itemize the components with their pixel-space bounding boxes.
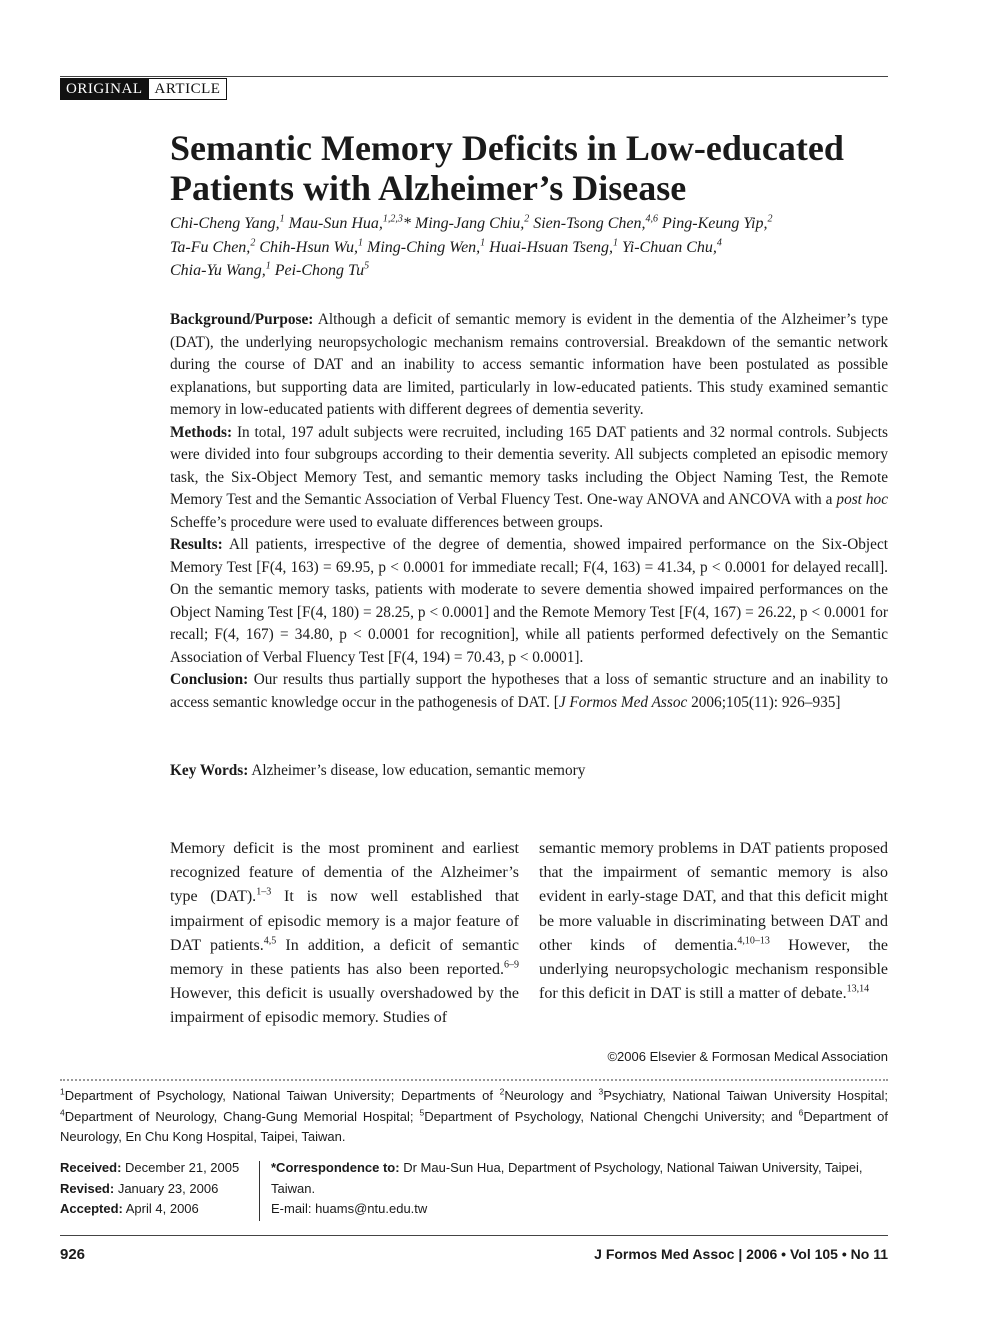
affil-text: Neurology and [504,1088,599,1103]
correspondence [271,1158,888,1220]
copyright: ©2006 Elsevier & Formosan Medical Association [607,1049,888,1064]
title-line-2: Patients with Alzheimer’s Disease [170,168,687,208]
author-name: Chia-Yu Wang, [170,262,266,279]
author-name: Ming-Ching Wen, [366,238,481,256]
author-name: Chi-Cheng Yang, [170,215,280,232]
abstract-methods [170,422,888,535]
revised-date [60,1179,239,1200]
affil-text: Psychiatry, National Taiwan University Hospital; [603,1088,888,1103]
author-affil: 1 [265,260,271,272]
citation-ref: 13,14 [846,983,870,995]
affiliations [60,1086,888,1148]
affil-text: Department of Neurology, En Chu Kong Hospital, Taipei, Taiwan. [60,1108,889,1144]
body-text: semantic memory problems in DAT patients proposed that the impairment of semantic memory is also evident in early-stage DAT, and that this deficit might be more valuable in discriminating between DAT and other kinds of dementia. [539,840,888,954]
correspondence-email [271,1199,888,1220]
affil-num: 4 [60,1107,65,1118]
citation-ref: 4,5 [263,935,277,947]
author-affil: 1,2,3 [382,213,403,225]
author-name: Ming-Jang Chiu, [414,215,525,232]
received-label: Received: [60,1160,122,1175]
citation-rest: 2006;105(11): 926–935] [691,693,841,711]
tag-original: ORIGINAL [60,78,149,100]
methods-text: In total, 197 adult subjects were recruited, including 165 DAT patients and 32 normal controls. Subjects were divided into four subgroups according to their dementia severity. All subjects completed an episodic memory task, the Six-Object Memory Test, and semantic memory tasks including the Object Naming Test, the Remote Memory Test and the Semantic Association of Verbal Fluency Test. One-way ANOVA and ANCOVA with a [170,423,888,508]
affil-num: 1 [60,1086,65,1097]
vertical-divider [259,1161,260,1221]
correspondence-label: *Correspondence to: [271,1160,400,1175]
body-text: However, the underlying neuropsychologic mechanism responsible for this deficit in DAT is still a matter of debate. [539,936,889,1003]
article-title [170,128,890,208]
body-text: However, this deficit is usually overshadowed by the impairment of episodic memory. Studies of [170,985,519,1027]
revised-value: January 23, 2006 [117,1180,219,1196]
revised-label: Revised: [60,1180,115,1196]
received-date [60,1158,239,1179]
affil-text: Department of Psychology, National Taiwan University; Departments of [64,1088,500,1103]
abstract [170,309,888,714]
affil-num: 2 [499,1086,505,1097]
author-name: Pei-Chong Tu [274,262,365,279]
abstract-results [170,534,888,669]
author-name: Ping-Keung Yip, [662,215,768,232]
author-affil: 2 [767,213,773,225]
methods-label: Methods: [170,423,233,441]
author-affil: 1 [480,237,486,249]
citation-ref: 6–9 [504,959,519,971]
keywords-label: Key Words: [170,762,249,779]
author-affil: 2 [250,237,256,249]
accepted-label: Accepted: [60,1201,123,1216]
affil-text: Department of Neurology, Chang-Gung Memorial Hospital; [64,1108,420,1124]
author-name: Sien-Tsong Chen, [533,215,646,232]
author-line-1 [170,212,890,236]
author-affil: 1 [613,237,619,249]
results-text: All patients, irrespective of the degree of dementia, showed impaired performance on the Six-Object Memory Test [F(4, 163) = 69.95, p < 0.0001 for immediate recall; F(4, 163) = 41.34, p < 0.0001 for delayed recall]. On the semantic memory tasks, patients with moderate to severe dementia showed impaired performances on the Object Naming Test [F(4, 180) = 28.25, p < 0.0001] and the Remote Memory Test [F(4, 167) = 26.22, p < 0.0001 for recall; F(4, 167) = 34.80, p < 0.0001 for recognition], while all patients performed defectively on the Semantic Association of Verbal Fluency Test [F(4, 194) = 70.43, p < 0.0001]. [170,536,888,666]
citation-ref: 1–3 [256,887,272,899]
body-text: In addition, a deficit of semantic memory in these patients has also been reported. [170,936,519,979]
journal-footer: J Formos Med Assoc | 2006 • Vol 105 • No 11 [594,1246,888,1262]
bottom-rule [60,1235,888,1236]
conclusion-label: Conclusion: [170,671,249,688]
author-line-3 [170,259,890,283]
author-name: Mau-Sun Hua, [288,215,383,232]
dotted-divider [60,1079,888,1081]
body-text: It is now well established that impairment of episodic memory is a major feature of DAT patients. [170,888,520,954]
corresponding-mark: * [402,215,411,232]
author-name: Chih-Hsun Wu, [259,238,358,256]
citation-ref: 4,10–13 [737,935,770,947]
correspondence-text: Dr Mau-Sun Hua, Department of Psychology, National Taiwan University, Taipei, Taiwan. [271,1160,863,1196]
results-label: Results: [170,536,223,553]
author-affil: 4,6 [645,213,659,225]
author-name: Ta-Fu Chen, [170,238,251,256]
body-column-left [170,837,519,1031]
background-text: Although a deficit of semantic memory is evident in the dementia of the Alzheimer’s type (DAT), the underlying neuropsychologic mechanism remains controversial. Breakdown of the semantic network during the course of DAT and an inability to access semantic information have been postulated as possible explanations, but supporting data are limited, particularly in low-educated patients. This study examined semantic memory in low-educated patients with different degrees of dementia severity. [170,311,888,418]
author-affil: 5 [364,260,370,272]
author-affil: 4 [716,237,722,249]
background-label: Background/Purpose: [170,311,314,328]
abstract-conclusion [170,669,888,714]
article-dates [60,1158,239,1220]
email-label: E-mail: [271,1201,312,1216]
author-affil: 2 [524,213,530,225]
received-value: December 21, 2005 [125,1160,240,1175]
body-column-right [539,837,888,1006]
abstract-background [170,309,888,422]
title-line-1: Semantic Memory Deficits in Low-educated [170,128,844,168]
keywords-text: Alzheimer’s disease, low education, semantic memory [251,762,586,779]
methods-text-2: Scheffe’s procedure were used to evaluate differences between groups. [170,513,604,531]
accepted-value: April 4, 2006 [125,1201,199,1216]
key-words [170,760,585,782]
correspondence-address [271,1158,888,1199]
page-number: 926 [60,1246,86,1263]
email-link[interactable]: huams@ntu.edu.tw [315,1201,428,1216]
top-rule [60,76,888,77]
affil-num: 5 [419,1107,425,1118]
author-name: Yi-Chuan Chu, [622,238,717,256]
author-name: Huai-Hsuan Tseng, [489,238,614,256]
body-text: Memory deficit is the most prominent and earliest recognized feature of dementia of the Alzheimer’s type (DAT). [170,840,519,906]
affil-num: 6 [798,1107,804,1118]
affil-text: Department of Psychology, National Chengchi University; and [424,1108,799,1124]
author-line-2 [170,236,890,260]
citation-journal: J Formos Med Assoc [558,693,688,711]
author-affil: 1 [279,213,285,225]
accepted-date [60,1199,239,1220]
methods-italic: post hoc [836,491,888,508]
article-type-tag [60,78,227,100]
conclusion-text: Our results thus partially support the hypotheses that a loss of semantic structure and an inability to access semantic knowledge occur in the pathogenesis of DAT. [ [170,671,888,711]
author-list [170,212,890,283]
affil-num: 3 [598,1086,604,1097]
author-affil: 1 [357,237,363,249]
tag-article: ARTICLE [149,78,228,100]
